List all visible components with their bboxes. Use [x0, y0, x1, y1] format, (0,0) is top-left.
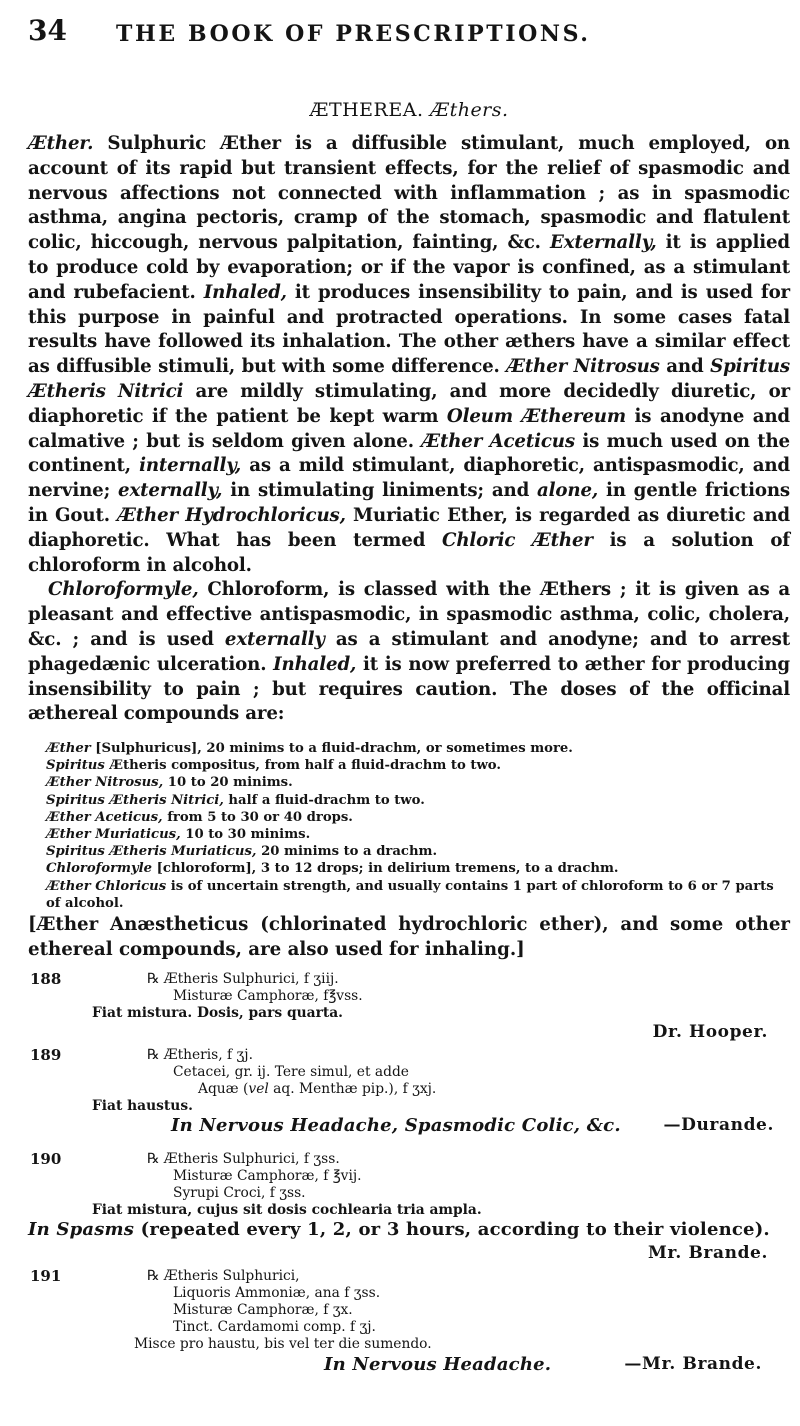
dose-list	[46, 740, 776, 912]
rx-line: Tinct. Cardamomi comp. f ʒj.	[173, 1319, 376, 1335]
term: Æther.	[28, 133, 94, 154]
book-title: THE BOOK OF PRESCRIPTIONS.	[116, 21, 591, 47]
prescription-188	[28, 971, 790, 1043]
term: internally,	[139, 455, 242, 477]
rx-line: Fiat mistura, cujus sit dosis cochlearia tria ampla.	[92, 1202, 482, 1218]
rx-line: Misturæ Camphoræ, f ʒx.	[173, 1302, 353, 1318]
term: Chloric Æther	[442, 529, 593, 551]
text-run: Chloroform, is classed with the Æthers ; it is given as a pleasant and effective antispasmodic, in spasmodic asthma, colic, cholera, &c. ; and is used	[28, 579, 790, 650]
dose-name: Spiritus Ætheris Muriaticus,	[46, 844, 257, 860]
dose-text: is of uncertain strength, and usually contains 1 part of chloroform to 6 or 7 parts of alcohol.	[46, 878, 774, 911]
usage-note	[28, 1221, 770, 1239]
text-run: and	[659, 356, 711, 378]
page-number: 34	[28, 14, 67, 47]
term: Spiritus Ætheris Nitrici	[28, 356, 791, 402]
attribution: Dr. Hooper.	[652, 1022, 768, 1042]
text-run: is a solution of chloroform in alcohol.	[28, 529, 790, 576]
rx-line	[198, 1081, 436, 1099]
rx-line: ℞ Ætheris, f ʒj.	[147, 1047, 253, 1063]
term: Inhaled,	[273, 653, 357, 675]
dose-name: Æther Aceticus,	[46, 809, 163, 825]
dose-text: 10 to 20 minims.	[163, 775, 293, 791]
attribution: —Mr. Brande.	[624, 1354, 762, 1374]
term: Inhaled,	[203, 281, 287, 303]
dose-text: [Sulphuricus], 20 minims to a fluid-drachm, or sometimes more.	[90, 741, 573, 756]
dose-item	[46, 757, 776, 774]
rx-line: Misce pro haustu, bis vel ter die sumendo.	[134, 1336, 432, 1352]
term: Oleum Æthereum	[446, 405, 626, 427]
term: Æther Hydrochloricus,	[117, 504, 346, 526]
rx-text: Aquæ (	[198, 1081, 249, 1097]
rx-line: Fiat mistura. Dosis, pars quarta.	[92, 1005, 343, 1021]
dose-text: half a fluid-drachm to two.	[223, 792, 425, 808]
bracketed-note: [Æther Anæstheticus (chlorinated hydrochloric ether), and some other ethereal compounds, are also used for inhaling.]	[28, 914, 790, 960]
prescription-number: 190	[30, 1150, 62, 1168]
dose-name: Spiritus Ætheris Nitrici,	[46, 792, 224, 808]
rx-text: aq. Menthæ pip.), f ʒxj.	[268, 1081, 437, 1097]
dose-item	[46, 740, 776, 757]
prescription-number: 188	[30, 970, 62, 988]
rx-line: ℞ Ætheris Sulphurici, f ʒiij.	[147, 971, 339, 987]
prescription-191	[28, 1268, 790, 1388]
term: alone,	[537, 480, 599, 502]
term: Externally,	[549, 232, 657, 254]
text-run: it produces insensibility to pain, and is used for this purpose in painful and protracted operations. In some cases fatal results have followed its inhalation. The other æthers have a similar effect as diffusible stimuli, but with some difference.	[28, 281, 790, 378]
rx-text: vel	[248, 1081, 269, 1097]
term: Æther Nitrosus	[506, 356, 660, 378]
text-run: Sulphuric Æther is a diffusible stimulant, much employed, on account of its rapid but transient effects, for the relief of spasmodic and nervous affections not connected with inflammation ; as in spasmodic asthma, angina pectoris, cramp of the stomach, spasmodic and flatulent colic, hiccough, nervous palpitation, fainting, &c.	[28, 133, 790, 254]
text-run: in gentle frictions in Gout.	[28, 480, 790, 526]
dose-text: 20 minims to a drachm.	[256, 844, 438, 860]
term: Chloroformyle,	[48, 579, 199, 601]
dose-name: Æther Nitrosus,	[46, 775, 164, 791]
dose-name: Spiritus	[46, 758, 105, 774]
attribution: Mr. Brande.	[648, 1243, 768, 1263]
text-run: as a stimulant and anodyne; and to arrest phagedænic ulceration.	[28, 628, 790, 675]
text-run: is anodyne and calmative ; but is seldom given alone.	[28, 405, 790, 452]
dose-text: [chloroform], 3 to 12 drops; in delirium tremens, to a drachm.	[152, 861, 619, 877]
body-text	[28, 132, 790, 727]
section-title	[28, 99, 790, 121]
paragraph-chloroform	[28, 578, 790, 727]
text-run: in stimulating liniments; and	[222, 480, 538, 502]
term: externally	[224, 628, 325, 650]
rx-line: Syrupi Croci, f ʒss.	[173, 1185, 306, 1201]
text-run: are mildly stimulating, and more decidedly diuretic, or diaphoretic if the patient be kept warm	[28, 380, 790, 427]
running-head	[28, 14, 790, 48]
rx-line: ℞ Ætheris Sulphurici,	[147, 1268, 300, 1284]
prescription-189	[28, 1047, 790, 1147]
attribution: —Durande.	[663, 1115, 774, 1135]
usage-text: (repeated every 1, 2, or 3 hours, according to their violence).	[134, 1219, 770, 1240]
rx-line: Fiat haustus.	[92, 1098, 193, 1114]
text-run: as a mild stimulant, diaphoretic, antispasmodic, and nervine;	[28, 455, 790, 502]
rx-line: Misturæ Camphoræ, f℥vss.	[173, 988, 363, 1004]
usage-note: In Nervous Headache, Spasmodic Colic, &c.	[171, 1115, 621, 1136]
section-subtitle: Æthers.	[430, 99, 509, 121]
dose-text: Ætheris compositus, from half a fluid-drachm to two.	[104, 758, 501, 774]
dose-name: Æther	[46, 741, 91, 756]
book-page	[28, 0, 790, 1426]
rx-line: Misturæ Camphoræ, f ℥vij.	[173, 1168, 362, 1184]
usage-term: In Spasms	[28, 1219, 135, 1240]
prescription-number: 189	[30, 1046, 62, 1064]
term: Æther Aceticus	[421, 430, 575, 452]
dose-name: Æther Chloricus	[46, 878, 167, 894]
dose-text: 10 to 30 minims.	[180, 827, 311, 843]
dose-item	[46, 843, 776, 860]
rx-line: Liquoris Ammoniæ, ana f ʒss.	[173, 1285, 381, 1301]
dose-name: Æther Muriaticus,	[46, 827, 181, 843]
section-title-text: ÆTHEREA.	[309, 99, 424, 121]
dose-text: from 5 to 30 or 40 drops.	[162, 809, 353, 825]
text-run: is much used on the continent,	[28, 430, 790, 477]
text-run: Muriatic Ether, is regarded as diuretic and diaphoretic. What has been termed	[28, 504, 790, 551]
dose-item	[46, 792, 776, 809]
text-run: it is applied to produce cold by evaporation; or if the vapor is confined, as a stimulant and rubefacient.	[28, 232, 790, 303]
dose-item	[46, 774, 776, 791]
dose-item	[46, 826, 776, 843]
rx-line: Cetacei, gr. ij. Tere simul, et adde	[173, 1064, 409, 1080]
term: externally,	[118, 480, 223, 502]
prescription-190	[28, 1151, 790, 1267]
dose-item	[46, 878, 776, 912]
dose-item	[46, 860, 776, 877]
rx-line: ℞ Ætheris Sulphurici, f ʒss.	[147, 1151, 340, 1167]
dose-name: Chloroformyle	[46, 861, 153, 877]
usage-note: In Nervous Headache.	[324, 1354, 552, 1375]
paragraph-aether	[28, 132, 790, 578]
dose-item	[46, 809, 776, 826]
prescription-number: 191	[30, 1267, 62, 1285]
text-run: it is now preferred to æther for producing insensibility to pain ; but requires caution. The doses of the officinal æthereal compounds are:	[28, 653, 790, 725]
